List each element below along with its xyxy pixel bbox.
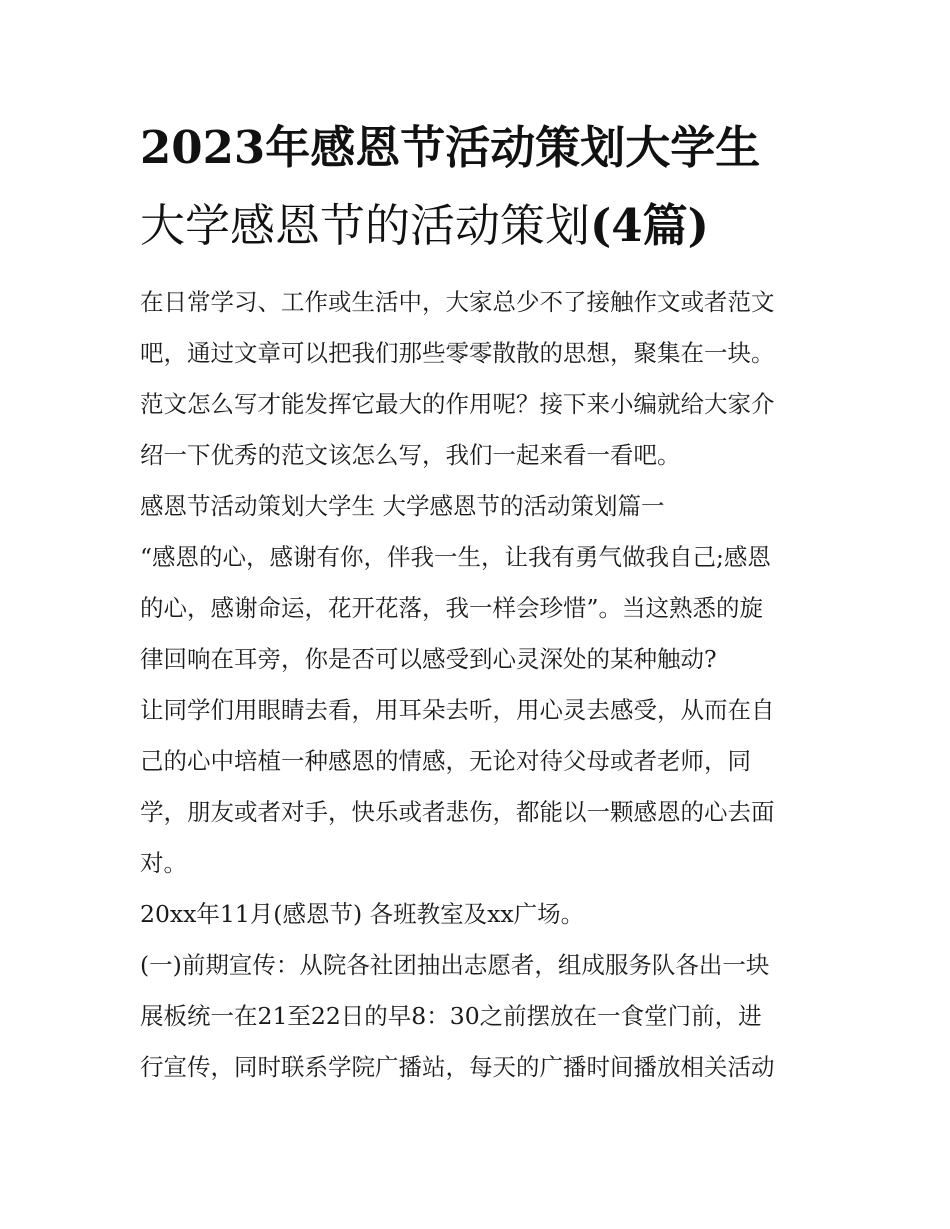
body-line: 对。 — [140, 849, 187, 877]
body-line: 绍一下优秀的范文该怎么写，我们一起来看一看吧。 — [140, 441, 681, 469]
document-title-line-2-main: 大学感恩节的活动策划 — [140, 199, 591, 252]
document-title-line-2-suffix: (4篇) — [590, 199, 709, 252]
body-line: 展板统一在21至22日的早8：30之前摆放在一食堂门前，进 — [140, 1002, 762, 1030]
body-line: 在日常学习、工作或生活中，大家总少不了接触作文或者范文 — [140, 288, 775, 316]
body-line: 20xx年11月(感恩节) 各班教室及xx广场。 — [140, 900, 585, 928]
body-line: 学，朋友或者对手，快乐或者悲伤，都能以一颗感恩的心去面 — [140, 798, 775, 826]
body-line: “感恩的心，感谢有你，伴我一生，让我有勇气做我自己;感恩 — [140, 543, 771, 571]
body-line: 的心，感谢命运，花开花落，我一样会珍惜”。当这熟悉的旋 — [140, 594, 764, 622]
body-line: 范文怎么写才能发挥它最大的作用呢？接下来小编就给大家介 — [140, 390, 775, 418]
body-line: 己的心中培植一种感恩的情感，无论对待父母或者老师，同 — [140, 747, 751, 775]
section-heading: 感恩节活动策划大学生 大学感恩节的活动策划篇一 — [140, 492, 665, 520]
body-line: 行宣传，同时联系学院广播站，每天的广播时间播放相关活动 — [140, 1053, 775, 1081]
body-line: 让同学们用眼睛去看，用耳朵去听，用心灵去感受，从而在自 — [140, 696, 775, 724]
body-line: (一)前期宣传：从院各社团抽出志愿者，组成服务队各出一块 — [140, 951, 770, 979]
document-title-line-1: 2023年感恩节活动策划大学生 — [140, 121, 761, 174]
document-body — [140, 280, 820, 1096]
document-title-line-2 — [140, 196, 820, 256]
body-line: 律回响在耳旁，你是否可以感受到心灵深处的某种触动? — [140, 645, 717, 673]
body-line: 吧，通过文章可以把我们那些零零散散的思想，聚集在一块。 — [140, 339, 775, 367]
